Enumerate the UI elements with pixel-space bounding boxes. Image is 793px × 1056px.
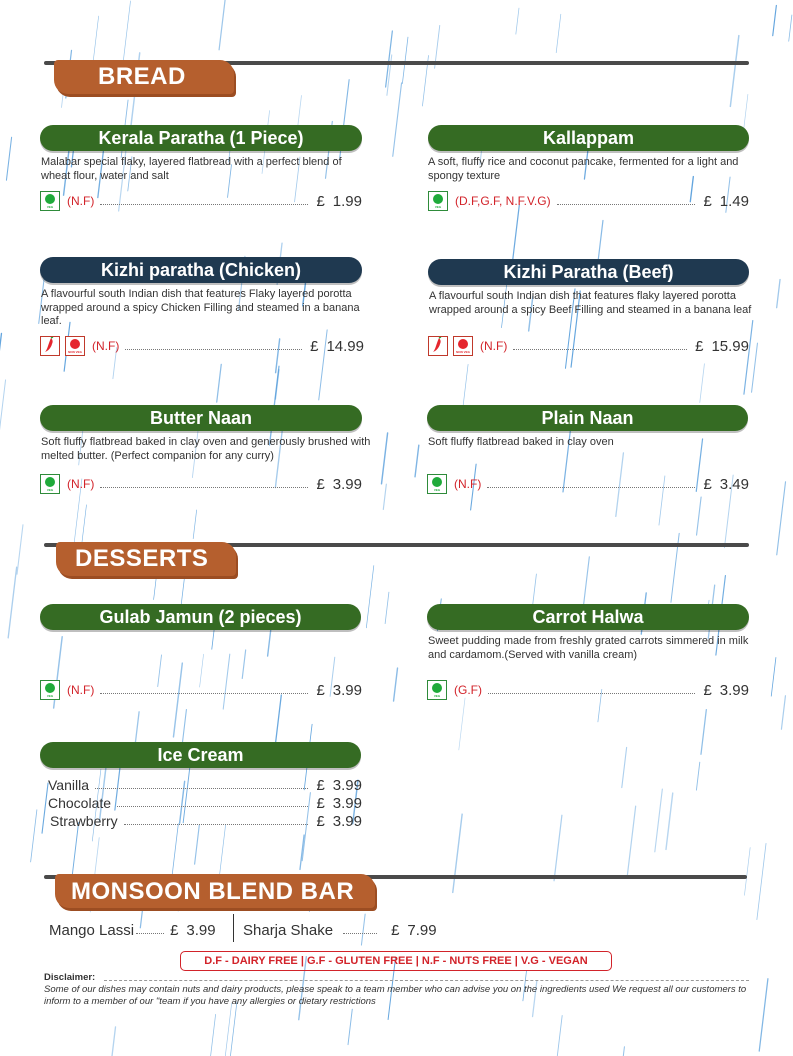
rain-streak: [8, 567, 16, 638]
menu-item-title: Kallappam: [428, 125, 749, 151]
blend-bar-section-title: MONSOON BLEND BAR: [55, 874, 375, 908]
rain-streak: [210, 1014, 216, 1056]
rain-streak: [622, 747, 627, 787]
rain-streak: [781, 696, 785, 729]
veg-icon: VEG: [40, 191, 60, 211]
flavour-price: £ 3.99: [316, 812, 362, 830]
item-price: £ 3.99: [316, 475, 362, 493]
menu-item-description: Soft fluffy flatbread baked in clay oven and generously brushed with melted butter. (Perfect companion for any curry): [41, 436, 371, 462]
item-price: £ 1.49: [703, 192, 749, 210]
rain-streak: [655, 789, 663, 852]
menu-item-price-row: [40, 472, 362, 496]
non-veg-icon: NON VEG: [453, 336, 473, 356]
dietary-codes: (N.F): [454, 477, 482, 491]
rain-streak: [0, 380, 6, 437]
dotted-leader: [117, 806, 308, 807]
item-price: £ 15.99: [695, 337, 749, 355]
menu-item-title: Kizhi paratha (Chicken): [40, 257, 362, 283]
rain-streak: [383, 484, 386, 509]
flavour-name: Strawberry: [50, 813, 118, 829]
rain-streak: [627, 806, 635, 875]
drink-row: [243, 921, 453, 939]
dotted-leader: [513, 349, 687, 350]
item-price: £ 1.99: [316, 192, 362, 210]
rain-streak: [242, 650, 245, 678]
drink-name: Mango Lassi: [49, 921, 135, 939]
rain-streak: [217, 364, 222, 402]
non-veg-icon: NON VEG: [65, 336, 85, 356]
menu-item-price-row: [40, 678, 362, 702]
rain-streak: [621, 1047, 625, 1056]
dietary-codes: (N.F): [480, 339, 508, 353]
menu-item-price-row: [428, 189, 749, 213]
item-price: £ 3.99: [703, 681, 749, 699]
dotted-leader: [100, 693, 308, 694]
rain-streak: [182, 710, 186, 744]
dotted-leader: [125, 349, 302, 350]
veg-icon: VEG: [40, 474, 60, 494]
dotted-leader: [95, 788, 308, 789]
veg-icon: VEG: [427, 680, 447, 700]
rain-streak: [773, 5, 777, 35]
dietary-codes: (N.F): [67, 683, 95, 697]
menu-item-description: Malabar special flaky, layered flatbread with a perfect blend of wheat flour, water and salt: [41, 156, 342, 182]
flavour-name: Chocolate: [48, 795, 112, 811]
rain-streak: [415, 445, 419, 477]
rain-streak: [193, 510, 196, 539]
menu-item-title: Ice Cream: [40, 742, 361, 768]
ice-cream-flavour-row: [48, 776, 362, 794]
rain-streak: [6, 137, 11, 180]
rain-streak: [366, 566, 373, 628]
rain-streak: [224, 1003, 232, 1056]
flavour-price: £ 3.99: [316, 776, 362, 794]
menu-item-price-row: [427, 472, 749, 496]
dietary-codes: (G.F): [454, 683, 482, 697]
menu-item-title: Carrot Halwa: [427, 604, 749, 630]
menu-item-title: Kerala Paratha (1 Piece): [40, 125, 362, 151]
dotted-leader: [100, 487, 308, 488]
dotted-leader: [557, 204, 696, 205]
rain-streak: [759, 979, 768, 1051]
rain-streak: [700, 364, 705, 403]
disclaimer-label: Disclaimer:: [44, 972, 96, 983]
desserts-section-title: DESSERTS: [56, 542, 236, 576]
rain-streak: [453, 814, 462, 892]
menu-item-description: A soft, fluffy rice and coconut pancake, fermented for a light and spongy texture: [428, 156, 739, 182]
disclaimer-rule: [104, 980, 749, 981]
rain-streak: [219, 0, 225, 50]
ice-cream-flavour-row: [50, 812, 362, 830]
rain-streak: [777, 280, 780, 308]
menu-item-title: Plain Naan: [427, 405, 748, 431]
rain-streak: [752, 343, 758, 392]
veg-icon: VEG: [428, 191, 448, 211]
rain-streak: [17, 525, 23, 574]
dietary-codes: (N.F): [67, 194, 95, 208]
drink-price: £ 7.99: [391, 921, 437, 939]
rain-streak: [555, 1016, 562, 1056]
menu-item-price-row: [428, 334, 749, 358]
item-price: £ 3.49: [703, 475, 749, 493]
rain-streak: [112, 1027, 116, 1056]
dotted-leader: [100, 204, 308, 205]
dietary-codes: (N.F): [67, 477, 95, 491]
rain-streak: [554, 815, 562, 881]
rain-streak: [730, 36, 738, 107]
drink-name: Sharja Shake: [243, 921, 334, 939]
menu-item-title: Kizhi Paratha (Beef): [428, 259, 749, 285]
rain-streak: [696, 762, 699, 790]
rain-streak: [195, 825, 200, 864]
rain-streak: [385, 592, 389, 623]
chili-icon: [40, 336, 60, 356]
rain-streak: [771, 657, 776, 696]
dietary-codes: (N.F): [92, 339, 120, 353]
dotted-leader: [343, 933, 377, 934]
rain-streak: [757, 843, 766, 919]
rain-streak: [348, 1009, 352, 1044]
flavour-price: £ 3.99: [316, 794, 362, 812]
menu-item-description: A flavourful south Indian dish that features flaky layered porotta wrapped around a spicy Beef Filling and steamed in a banana leaf: [429, 290, 752, 316]
rain-streak: [31, 810, 37, 862]
item-price: £ 14.99: [310, 337, 364, 355]
dotted-leader: [124, 824, 309, 825]
flavour-name: Vanilla: [48, 777, 89, 793]
dietary-legend: D.F - DAIRY FREE | G.F - GLUTEN FREE | N.F - NUTS FREE | V.G - VEGAN: [180, 951, 612, 971]
rain-streak: [516, 8, 519, 34]
rain-streak: [666, 793, 673, 849]
menu-item-description: A flavourful south Indian dish that features Flaky layered porotta wrapped around a spicy Chicken Filling and steamed in a banana leaf.: [41, 288, 360, 327]
rain-streak: [789, 15, 792, 41]
ice-cream-flavour-row: [48, 794, 362, 812]
drink-divider: [233, 914, 234, 942]
menu-item-price-row: [40, 189, 362, 213]
menu-item-price-row: [427, 678, 749, 702]
rain-streak: [382, 433, 388, 484]
drink-price: £ 3.99: [170, 921, 216, 939]
item-price: £ 3.99: [316, 681, 362, 699]
dietary-codes: (D.F,G.F, N.F.V.G): [455, 194, 551, 208]
dotted-leader: [487, 487, 695, 488]
rain-streak: [556, 14, 561, 52]
menu-item-title: Gulab Jamun (2 pieces): [40, 604, 361, 630]
veg-icon: VEG: [40, 680, 60, 700]
rain-streak: [598, 221, 603, 265]
rain-streak: [393, 83, 402, 156]
rain-streak: [583, 557, 589, 611]
menu-item-price-row: [40, 334, 364, 358]
rain-streak: [744, 848, 750, 896]
menu-item-title: Butter Naan: [40, 405, 362, 431]
veg-icon: VEG: [427, 474, 447, 494]
rain-streak: [701, 710, 706, 755]
rain-streak: [777, 482, 786, 555]
menu-item-description: Sweet pudding made from freshly grated carrots simmered in milk and cardamom.(Served with vanilla cream): [428, 635, 749, 661]
rain-streak: [394, 668, 398, 701]
rain-streak: [0, 333, 1, 375]
chili-icon: [428, 336, 448, 356]
menu-item-description: Soft fluffy flatbread baked in clay oven: [428, 436, 614, 448]
disclaimer-text: Some of our dishes may contain nuts and dairy products, please speak to a team member who can advise you on the ingredients used We request all our customers to inform to a member of our "team if you have any allergies or dietary restrictions: [44, 984, 747, 1007]
bread-section-title: BREAD: [54, 60, 234, 94]
rain-streak: [123, 1, 130, 60]
rain-streak: [459, 698, 465, 750]
dotted-leader: [136, 933, 164, 934]
drink-row: [49, 921, 229, 939]
dotted-leader: [488, 693, 695, 694]
rain-streak: [697, 497, 702, 535]
